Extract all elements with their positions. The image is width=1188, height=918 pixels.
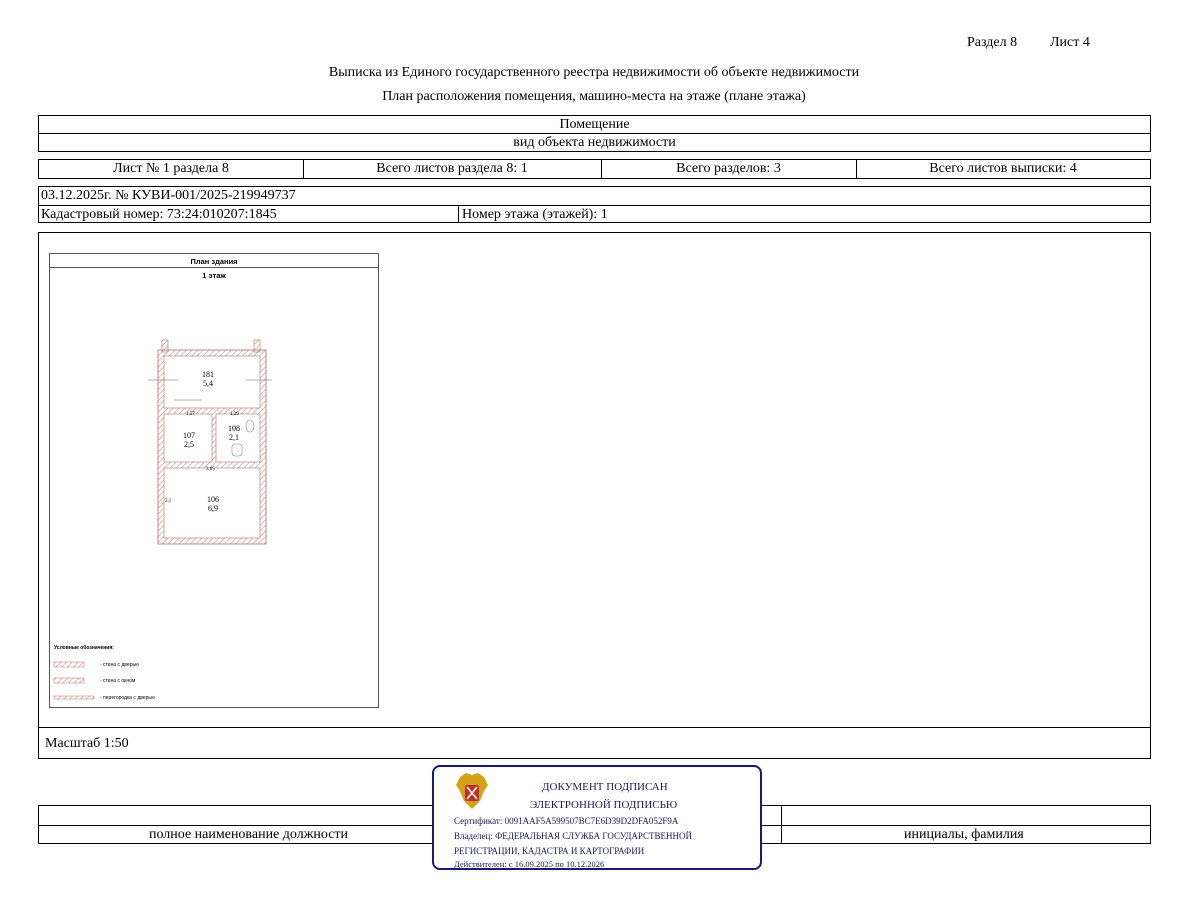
- info-box: [38, 186, 1151, 223]
- floor-number: Номер этажа (этажей): 1: [462, 207, 608, 222]
- room-181-id: 181: [202, 370, 214, 379]
- legend-window-wall: - стена с окном: [100, 678, 136, 684]
- stamp-line2: ЭЛЕКТРОННОЙ ПОДПИСЬЮ: [530, 799, 678, 811]
- room-107-id: 107: [183, 431, 195, 440]
- cadastral-number: Кадастровый номер: 73:24:010207:1845: [41, 207, 277, 222]
- plan-title: План здания: [190, 257, 238, 266]
- document-title: Выписка из Единого государственного реестра недвижимости об объекте недвижимости: [328, 65, 860, 80]
- room-106-id: 106: [207, 495, 219, 504]
- object-type: Помещение: [559, 117, 630, 132]
- room-108: [228, 424, 240, 442]
- name-label: инициалы, фамилия: [904, 827, 1024, 842]
- room-107: [183, 431, 195, 449]
- document-subtitle: План расположения помещения, машино-места на этаже (плане этажа): [382, 89, 806, 104]
- room-108-id: 108: [228, 424, 240, 433]
- legend-door-wall: - стена с дверью: [100, 662, 139, 668]
- object-type-box: [38, 115, 1151, 152]
- stamp-cert: Сертификат: 0091AAF5A599507BC7E6D39D2DFA052F9A: [454, 816, 679, 826]
- doc-number: 03.12.2025г. № КУВИ-001/2025-219949737: [41, 188, 296, 203]
- dim-4: 2,1: [165, 499, 172, 504]
- plan-floor: 1 этаж: [202, 271, 226, 280]
- object-kind-label: вид объекта недвижимости: [513, 135, 676, 150]
- dim-2: 1,29: [230, 412, 239, 417]
- sheet-number: Лист 4: [1050, 35, 1090, 50]
- sheet-no: Лист № 1 раздела 8: [39, 160, 304, 178]
- room-106-area: 6,9: [208, 504, 218, 513]
- room-107-area: 2,5: [184, 440, 194, 449]
- floor-plan-drawing: [50, 254, 378, 707]
- room-108-area: 2,1: [229, 433, 239, 442]
- legend-title: Условные обозначения:: [54, 645, 114, 651]
- esignature-stamp: [432, 765, 762, 870]
- scale-label: Масштаб 1:50: [45, 736, 129, 751]
- coat-of-arms-icon: [452, 771, 492, 813]
- total-sections: Всего разделов: 3: [601, 160, 857, 178]
- legend-partition: - перегородка с дверью: [100, 695, 155, 701]
- stamp-owner2: РЕГИСТРАЦИИ, КАДАСТРА И КАРТОГРАФИИ: [454, 846, 645, 856]
- room-181: [202, 370, 214, 388]
- stamp-owner1: Владелец: ФЕДЕРАЛЬНАЯ СЛУЖБА ГОСУДАРСТВЕННОЙ: [454, 831, 693, 841]
- dim-3: 3,05: [206, 467, 215, 472]
- room-181-area: 5,4: [203, 379, 213, 388]
- dim-1: 1,57: [186, 412, 195, 417]
- room-106: [207, 495, 219, 513]
- stamp-valid: Действителен: с 16.09.2025 по 10.12.2026: [454, 859, 605, 869]
- total-section-sheets: Всего листов раздела 8: 1: [303, 160, 602, 178]
- floor-plan-sheet: [49, 253, 379, 708]
- sheets-row: [38, 159, 1151, 179]
- stamp-line1: ДОКУМЕНТ ПОДПИСАН: [542, 781, 668, 793]
- section-number: Раздел 8: [967, 35, 1018, 50]
- total-sheets: Всего листов выписки: 4: [929, 161, 1077, 176]
- position-label: полное наименование должности: [149, 827, 349, 842]
